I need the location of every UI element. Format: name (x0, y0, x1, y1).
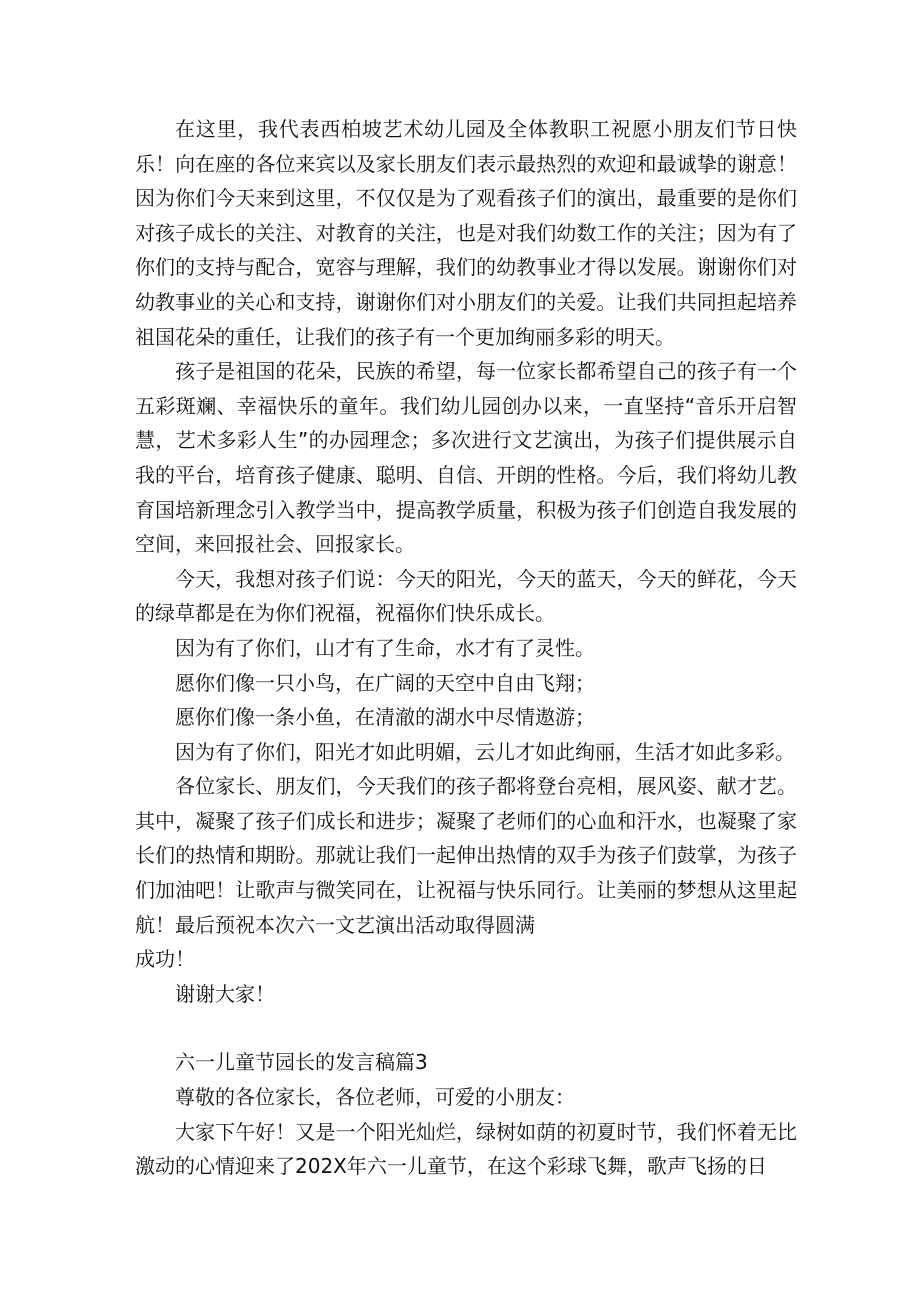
paragraph-bird: 愿你们像一只小鸟，在广阔的天空中自由飞翔； (175, 670, 595, 695)
paragraph-thanks: 谢谢大家！ (175, 981, 275, 1006)
section-gap (135, 1011, 797, 1045)
document-body (135, 112, 797, 1184)
paragraph-salutation: 尊敬的各位家长，各位老师，可爱的小朋友： (175, 1085, 575, 1110)
paragraph-fish: 愿你们像一条小鱼，在清澈的湖水中尽情遨游； (175, 705, 595, 730)
paragraph-greeting: 大家下午好！又是一个阳光灿烂，绿树如荫的初夏时节，我们怀着无比激动的心情迎来了202X年六一儿童节，在这个彩球飞舞，歌声飞扬的日 (135, 1119, 797, 1179)
paragraph-today: 今天，我想对孩子们说：今天的阳光，今天的蓝天，今天的鲜花，今天的绿草都是在为你们祝福，祝福你们快乐成长。 (135, 566, 797, 626)
paragraph-success: 成功！ (135, 947, 195, 972)
paragraph-sunshine: 因为有了你们，阳光才如此明媚，云儿才如此绚丽，生活才如此多彩。 (175, 739, 795, 764)
paragraph-because: 因为有了你们，山才有了生命，水才有了灵性。 (175, 635, 595, 660)
section-title: 六一儿童节园长的发言稿篇3 (175, 1050, 428, 1075)
paragraph-parents: 各位家长、朋友们，今天我们的孩子都将登台亮相，展风姿、献才艺。其中，凝聚了孩子们成长和进步；凝聚了老师们的心血和汗水，也凝聚了家长们的热情和期盼。那就让我们一起伸出热情的双手为孩子们鼓掌，为孩子们加油吧！让歌声与微笑同在，让祝福与快乐同行。让美丽的梦想从这里起航！最后预祝本次六一文艺演出活动取得圆满 (135, 774, 797, 937)
paragraph-welcome: 在这里，我代表西柏坡艺术幼儿园及全体教职工祝愿小朋友们节日快乐！向在座的各位来宾以及家长朋友们表示最热烈的欢迎和最诚挚的谢意！因为你们今天来到这里，不仅仅是为了观看孩子们的演出，最重要的是你们对孩子成长的关注、对教育的关注，也是对我们幼数工作的关注；因为有了你们的支持与配合，宽容与理解，我们的幼教事业才得以发展。谢谢你们对幼教事业的关心和支持，谢谢你们对小朋友们的关爱。让我们共同担起培养祖国花朵的重任，让我们的孩子有一个更加绚丽多彩的明天。 (135, 117, 797, 349)
paragraph-philosophy: 孩子是祖国的花朵，民族的希望，每一位家长都希望自己的孩子有一个五彩斑斓、幸福快乐的童年。我们幼儿园创办以来，一直坚持“音乐开启智慧，艺术多彩人生”的办园理念；多次进行文艺演出，为孩子们提供展示自我的平台，培育孩子健康、聪明、自信、开朗的性格。今后，我们将幼儿教育国培新理念引入教学当中，提高教学质量，积极为孩子们创造自我发展的空间，来回报社会、回报家长。 (135, 359, 797, 557)
